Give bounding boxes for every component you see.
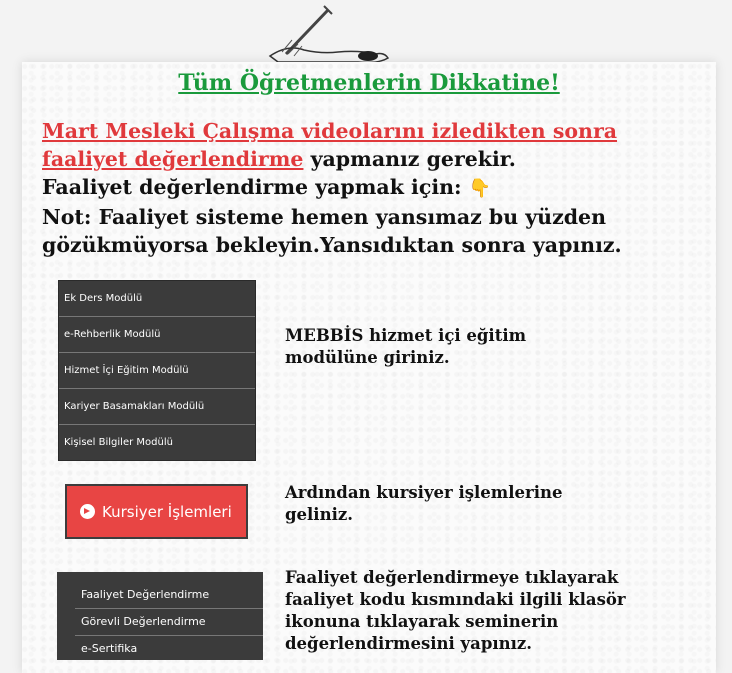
kursiyer-submenu bbox=[57, 572, 263, 660]
menu-item-gorevli-degerlendirme[interactable]: Görevli Değerlendirme bbox=[75, 609, 263, 636]
kursiyer-islemleri-label: Kursiyer İşlemleri bbox=[102, 502, 232, 521]
kursiyer-islemleri-button[interactable] bbox=[65, 484, 248, 539]
intro-faaliyet-line: Faaliyet değerlendirme yapmak için: bbox=[42, 175, 469, 199]
menu-item-kariyer-basamaklari[interactable]: Kariyer Basamakları Modülü bbox=[59, 389, 255, 425]
step2-text: Ardından kursiyer işlemlerine geliniz. bbox=[285, 483, 563, 524]
mebbis-module-menu bbox=[58, 280, 256, 461]
step3-text: Faaliyet değerlendirmeye tıklayarak faaliyet kodu kısmındaki ilgili klasör ikonuna tıklayarak seminerin değerlendirmesini yapınız. bbox=[285, 568, 626, 653]
menu-item-e-sertifika[interactable]: e-Sertifika bbox=[81, 642, 138, 655]
intro-after-link: yapmanız gerekir. bbox=[303, 147, 516, 171]
intro-link-line1[interactable]: Mart Mesleki Çalışma videolarını izledikten sonra bbox=[42, 119, 618, 143]
menu-item-faaliyet-degerlendirme[interactable]: Faaliyet Değerlendirme bbox=[75, 582, 263, 609]
intro-text bbox=[42, 117, 702, 259]
intro-link-line2[interactable]: faaliyet değerlendirme bbox=[42, 147, 304, 171]
menu-item-ek-ders[interactable]: Ek Ders Modülü bbox=[59, 281, 255, 317]
step1-text: MEBBİS hizmet içi eğitim modülüne giriniz. bbox=[285, 326, 527, 367]
intro-note: Not: Faaliyet sisteme hemen yansımaz bu yüzden gözükmüyorsa bekleyin.Yansıdıktan sonra yapınız. bbox=[42, 205, 622, 257]
pen-writing-illustration bbox=[258, 0, 408, 66]
menu-item-kisisel-bilgiler[interactable]: Kişisel Bilgiler Modülü bbox=[64, 437, 173, 448]
arrow-circle-icon bbox=[80, 504, 95, 519]
menu-item-hizmet-ici-egitim[interactable]: Hizmet İçi Eğitim Modülü bbox=[59, 353, 255, 389]
page-title: Tüm Öğretmenlerin Dikkatine! bbox=[178, 70, 560, 96]
menu-item-e-rehberlik[interactable]: e-Rehberlik Modülü bbox=[59, 317, 255, 353]
pointing-down-hand-icon: 👇 bbox=[468, 178, 492, 199]
notice-panel bbox=[22, 62, 716, 673]
